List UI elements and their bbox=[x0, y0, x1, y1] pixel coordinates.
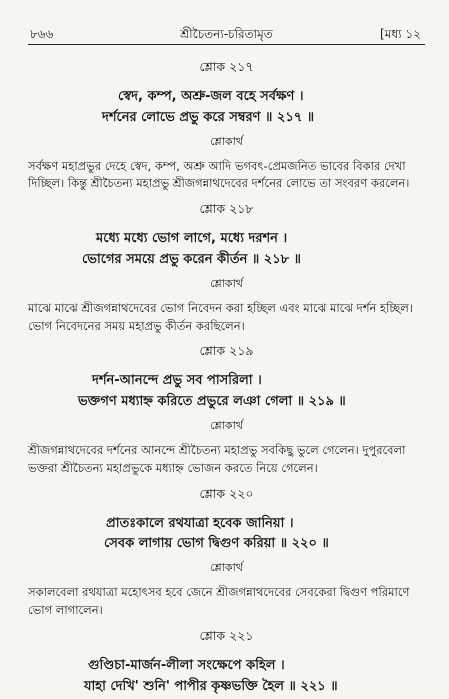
translation-text: সকালবেলা রথযাত্রা মহোৎসব হবে জেনে শ্রীজগন্নাথদেবের সেবকেরা দ্বিগুণ পরিমাণে ভোগ লাগালেন। bbox=[28, 585, 410, 618]
verse-block-220 bbox=[28, 486, 425, 620]
running-title: শ্রীচৈতন্য-চরিতামৃত bbox=[180, 27, 273, 41]
verse-line-1: মধ্যে মধ্যে ভোগ লাগে, মধ্যে দরশন । bbox=[96, 231, 288, 247]
verse-number: শ্লোক ২১৮ bbox=[199, 201, 254, 217]
verse-block-218 bbox=[28, 201, 425, 335]
translation-text: শ্রীজগন্নাথদেবের দর্শনের আনন্দে শ্রীচৈতন্য মহাপ্রভু সবকিছু ভুলে গেলেন। দুপুরবেলা ভক্তরা শ্রীচৈতন্য মহাপ্রভুকে মধ্যাহ্ন ভোজন করতে নিয়ে গেলেন। bbox=[28, 443, 406, 475]
page-number: ৮৬৬ bbox=[30, 27, 54, 41]
translation-text: সর্বক্ষণ মহাপ্রভুর দেহে স্বেদ, কম্প, অশ্রু আদি ভগবৎ-প্রেমজনিত ভাবের বিকার দেখা দিচ্ছিল। কিন্তু শ্রীচৈতন্য মহাপ্রভু শ্রীজগন্নাথদেবের দর্শনের লোভে তা সংবরণ করলেন। bbox=[28, 158, 410, 191]
verse-number: শ্লোক ২২১ bbox=[199, 627, 254, 643]
verse-line-2: যাহা দেখি' শুনি' পাপীর কৃষ্ণভক্তি হৈল ॥ ২২১ ॥ bbox=[84, 678, 338, 694]
verse-line-1: গুণ্ডিচা-মার্জন-লীলা সংক্ষেপে কহিল । bbox=[88, 657, 285, 673]
translation-label: শ্লোকার্থ bbox=[210, 134, 243, 148]
verse-number: শ্লোক ২১৭ bbox=[199, 59, 254, 74]
section-label: [মধ্য ১২ bbox=[380, 27, 421, 41]
verse-line-2: ভক্তগণ মধ্যাহ্ন করিতে প্রভুরে লঞা গেলা ॥ ২১৯ ॥ bbox=[78, 394, 346, 410]
translation-text: মাঝে মাঝে শ্রীজগন্নাথদেবের ভোগ নিবেদন করা হচ্ছিল এবং মাঝে মাঝে দর্শন হচ্ছিল। ভোগ নিবেদনের সময় মহাপ্রভু কীর্তন করছিলেন। bbox=[28, 300, 413, 333]
translation-label: শ্লোকার্থ bbox=[210, 561, 243, 575]
verse-number: শ্লোক ২১৯ bbox=[199, 343, 254, 359]
verse-line-2: সেবক লাগায় ভোগ দ্বিগুণ করিয়া ॥ ২২০ ॥ bbox=[104, 536, 329, 552]
verse-line-1: স্বেদ, কম্প, অশ্রু-জল বহে সর্বক্ষণ । bbox=[118, 89, 304, 104]
translation-label: শ্লোকার্থ bbox=[210, 276, 243, 290]
verse-line-1: দর্শন-আনন্দে প্রভু সব পাসরিলা । bbox=[92, 373, 262, 389]
verse-line-2: ভোগের সময়ে প্রভু করেন কীর্তন ॥ ২১৮ ॥ bbox=[82, 252, 301, 268]
page-header bbox=[28, 20, 425, 44]
verse-block-219 bbox=[28, 343, 425, 477]
verse-block-217 bbox=[28, 59, 425, 193]
verse-number: শ্লোক ২২০ bbox=[199, 485, 254, 501]
translation-label: শ্লোকার্থ bbox=[210, 419, 243, 433]
verse-line-2: দর্শনের লোভে প্রভু করে সম্বরণ ॥ ২১৭ ॥ bbox=[102, 109, 315, 125]
verse-block-221 bbox=[28, 628, 425, 698]
verse-line-1: প্রাতঃকালে রথযাত্রা হবেক জানিয়া । bbox=[106, 515, 294, 531]
